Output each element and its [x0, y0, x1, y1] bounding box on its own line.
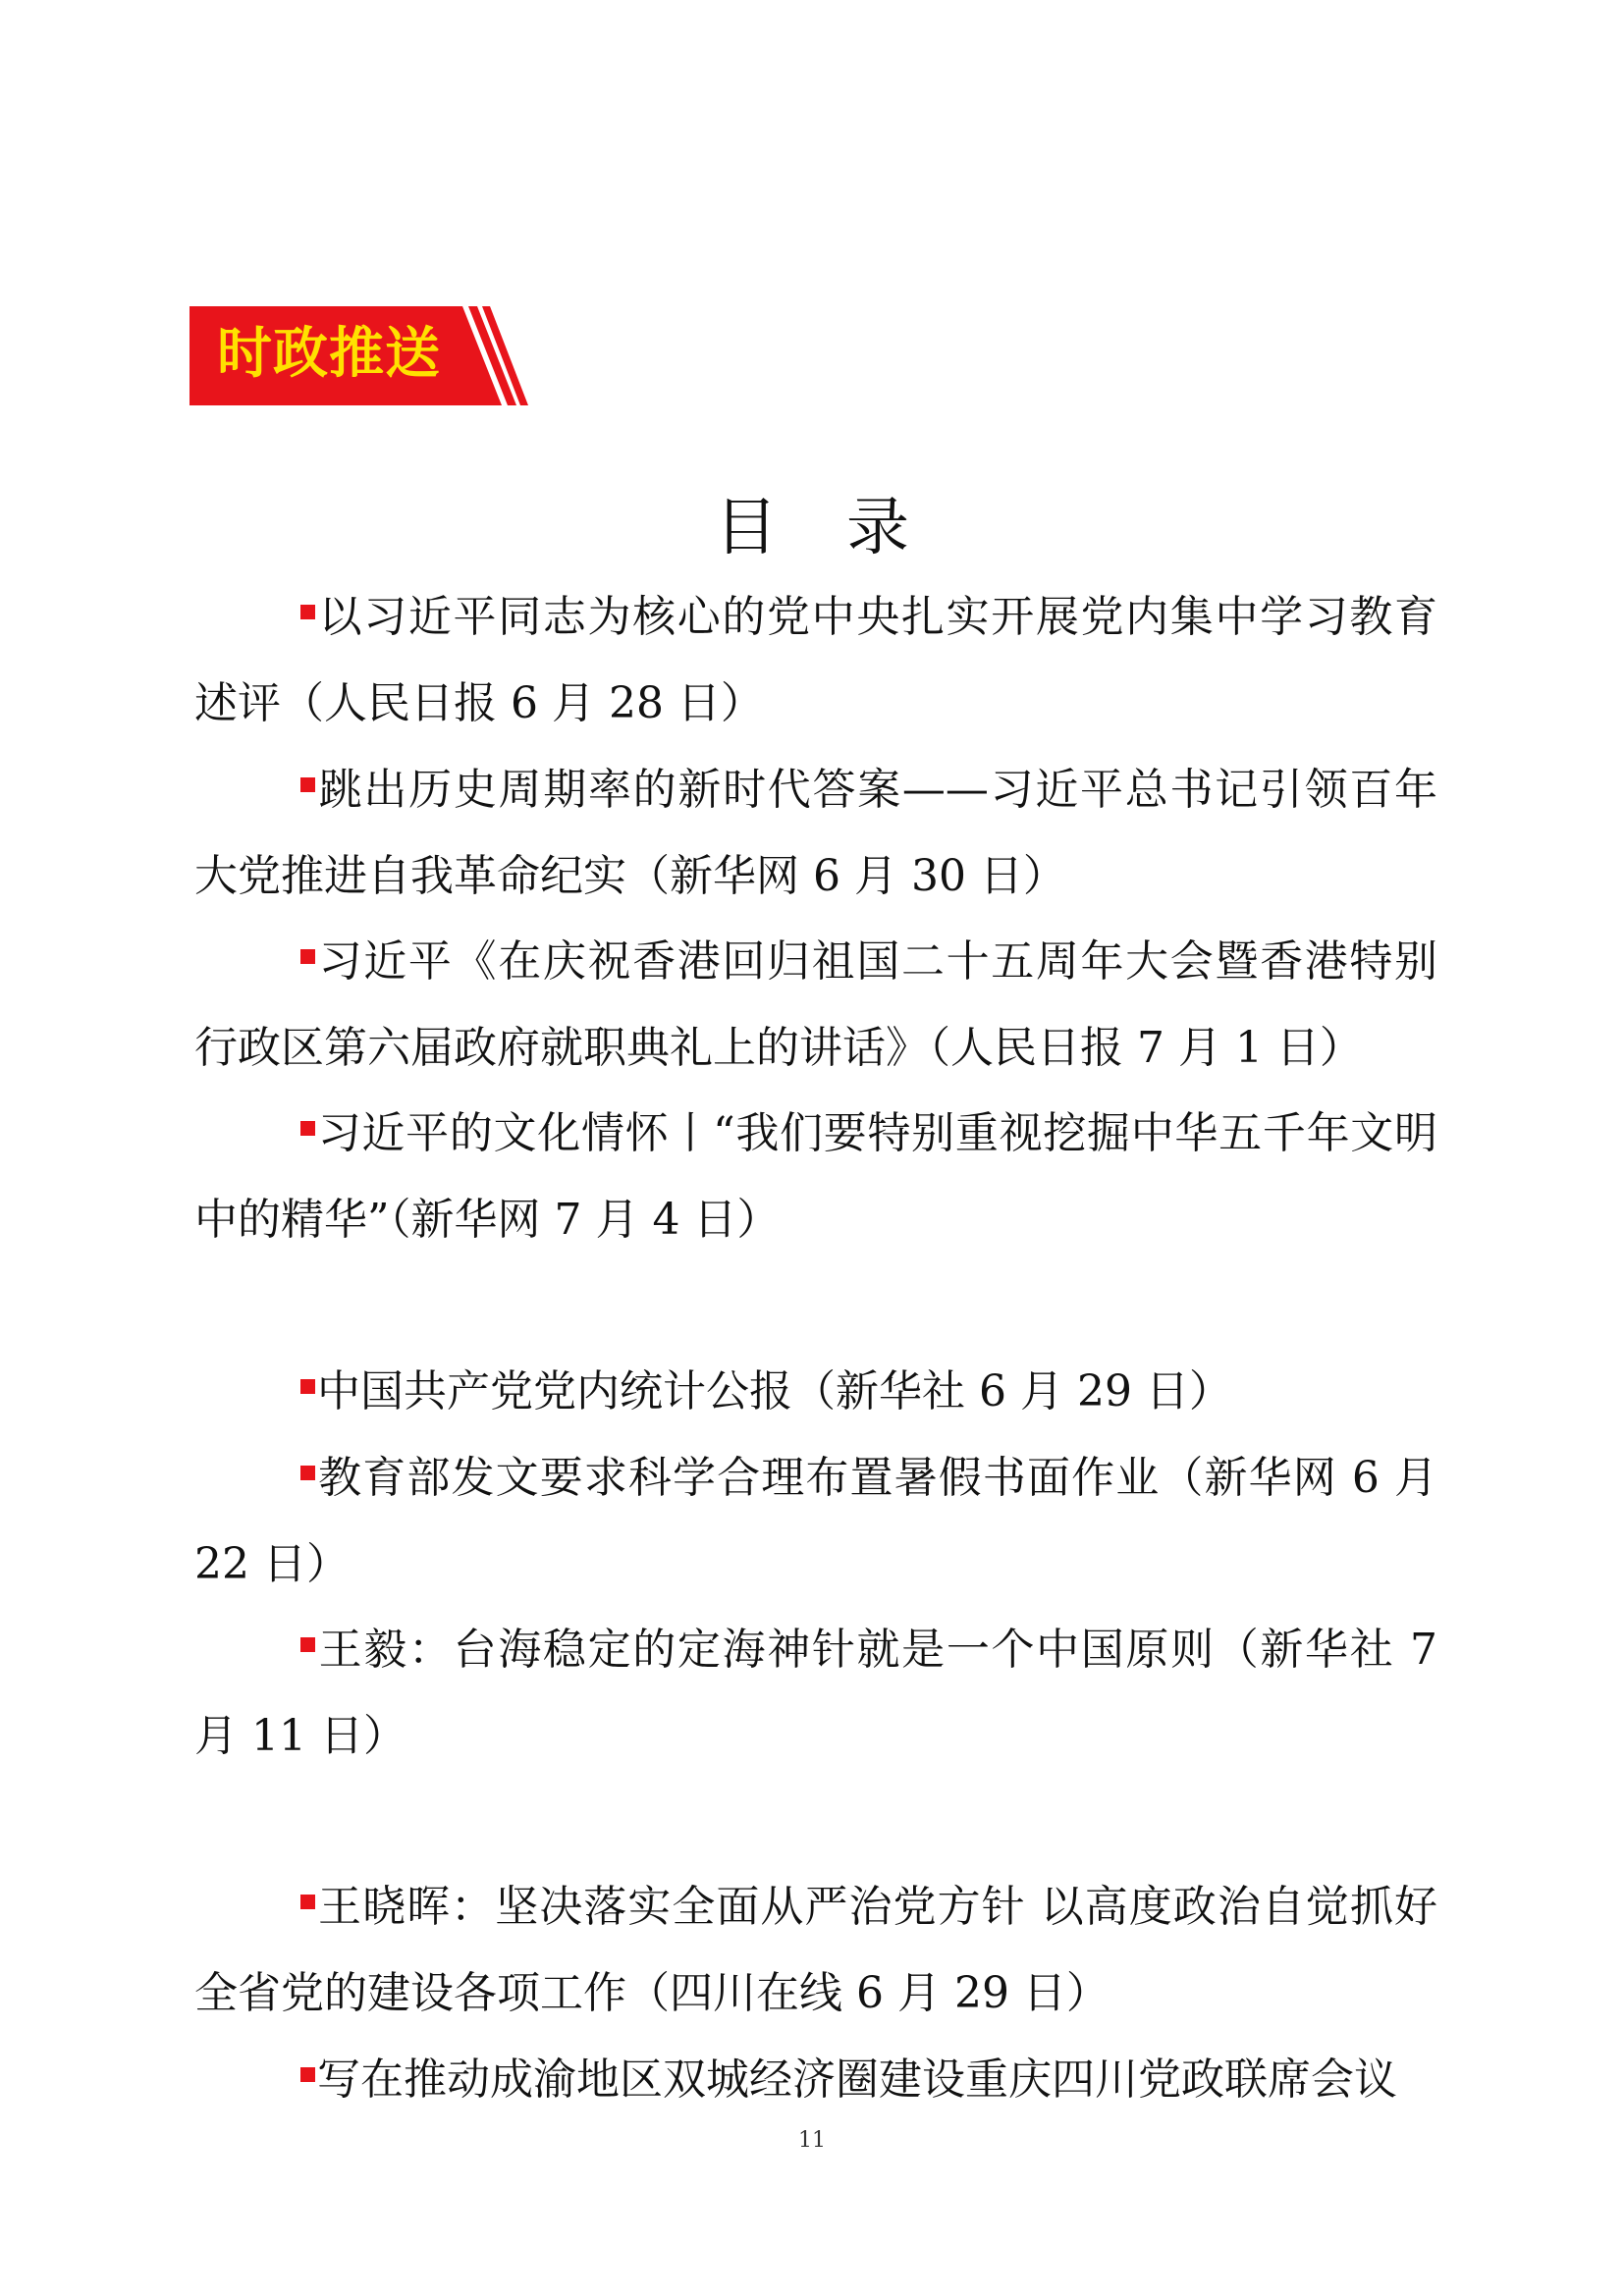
- toc-entry[interactable]: [194, 1864, 1437, 2037]
- toc-title: 目录: [715, 492, 978, 564]
- toc-entry[interactable]: [194, 1091, 1437, 1263]
- red-square-icon: [300, 1895, 315, 1909]
- entry-source: （新华网 7 月 4 日）: [389, 1195, 781, 1245]
- entry-title: 习近平的文化情怀丨“我们要特别重视挖掘中华五千年文明中的精华”: [194, 1108, 1437, 1245]
- toc-entry[interactable]: [194, 919, 1437, 1092]
- red-square-icon: [300, 1379, 315, 1394]
- toc-entry[interactable]: [194, 1349, 1437, 1435]
- entry-source: （人民日报 6 月 28 日）: [281, 678, 764, 728]
- entry-title: 跳出历史周期率的新时代答案——习近平总书记引领百年大党推进自我革命纪实: [194, 765, 1437, 901]
- red-square-icon: [300, 949, 315, 964]
- entry-source: （四川在线 6 月 29 日）: [626, 1968, 1110, 2018]
- entry-source: （新华社 7 月 11 日）: [194, 1625, 1438, 1761]
- red-square-icon: [300, 1121, 315, 1136]
- toc-entry[interactable]: [194, 574, 1437, 747]
- entry-title: 写在推动成渝地区双城经济圈建设重庆四川党政联席会议: [317, 2055, 1397, 2105]
- entry-title: 王晓晖：坚决落实全面从严治党方针 以高度政治自觉抓好全省党的建设各项工作: [194, 1882, 1437, 2018]
- entry-source: （新华网 6 月 30 日）: [626, 851, 1066, 901]
- entry-source: （新华网 6 月 22 日）: [194, 1453, 1438, 1589]
- red-square-icon: [300, 777, 315, 792]
- toc-entry[interactable]: [194, 1607, 1437, 1780]
- red-square-icon: [300, 605, 315, 619]
- entry-title: 习近平《在庆祝香港回归祖国二十五周年大会暨香港特别行政区第六届政府就职典礼上的讲话》: [194, 936, 1437, 1073]
- red-square-icon: [300, 2067, 315, 2082]
- page-number: 11: [798, 2128, 826, 2153]
- entry-title: 王毅：台海稳定的定海神针就是一个中国原则: [317, 1625, 1216, 1675]
- section-banner: [189, 306, 528, 405]
- toc-entry[interactable]: [194, 1435, 1437, 1608]
- red-square-icon: [300, 1637, 315, 1652]
- red-square-icon: [300, 1466, 315, 1480]
- toc-entry[interactable]: [194, 2037, 1437, 2123]
- entry-source: （新华社 6 月 29 日）: [792, 1366, 1232, 1416]
- toc-entry[interactable]: [194, 747, 1437, 920]
- entry-title: 中国共产党党内统计公报: [317, 1366, 792, 1416]
- banner-label: 时政推送: [217, 322, 441, 386]
- entry-title: 以习近平同志为核心的党中央扎实开展党内集中学习教育述评: [194, 592, 1437, 728]
- entry-source: （人民日报 7 月 1 日）: [929, 1023, 1363, 1073]
- entry-title: 教育部发文要求科学合理布置暑假书面作业: [317, 1453, 1161, 1503]
